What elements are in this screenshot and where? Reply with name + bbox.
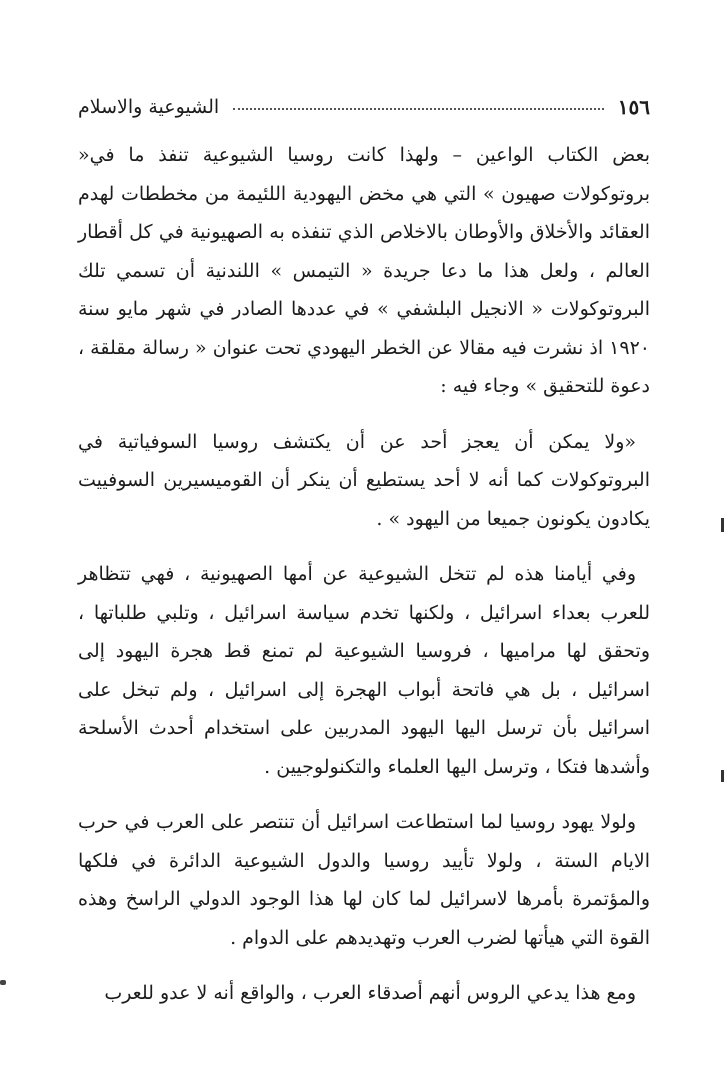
body-text xyxy=(78,136,650,1030)
header-dotted-leader xyxy=(233,108,604,110)
page-header xyxy=(78,92,650,122)
scan-smudge xyxy=(0,980,6,985)
paragraph: ومع هذا يدعي الروس أنهم أصدقاء العرب ، والواقع أنه لا عدو للعرب xyxy=(104,982,636,1004)
paragraph: وفي أيامنا هذه لم تتخل الشيوعية عن أمها الصهيونية ، فهي تتظاهر للعرب بعداء اسرائيل ، ولكنها تخدم سياسة اسرائيل ، وتلبي طلباتها ، وتحقق لها مراميها ، فروسيا الشيوعية لم تمنع قط هجرة اليهود إلى اسرائيل ، بل هي فاتحة أبواب الهجرة إلى اسرائيل ، ولم تبخل على اسرائيل بأن ترسل اليها اليهود المدربين على استخدام أحدث الأسلحة وأشدها فتكا ، وترسل اليها العلماء والتكنولوجيين . xyxy=(78,563,650,778)
running-head: الشيوعية والاسلام xyxy=(78,96,220,118)
page-number: ١٥٦ xyxy=(617,95,650,119)
paragraph: ولولا يهود روسيا لما استطاعت اسرائيل أن تنتصر على العرب في حرب الايام الستة ، ولولا تأييد روسيا والدول الشيوعية الدائرة في فلكها والمؤتمرة بأمرها لاسرائيل لما كان لها هذا الوجود الدولي الراسخ وهذه القوة التي هيأتها لضرب العرب وتهديدهم على الدوام . xyxy=(78,811,650,949)
paragraph: بعض الكتاب الواعين – ولهذا كانت روسيا الشيوعية تنفذ ما في« بروتوكولات صهيون » التي هي مخض اليهودية اللئيمة من مخططات لهدم العقائد والأخلاق والأوطان بالاخلاص الذي تنفذه به الصهيونية في كل أقطار العالم ، ولعل هذا ما دعا جريدة « التيمس » اللندنية أن تسمي تلك البروتوكولات « الانجيل البلشفي » في عددها الصادر في شهر مايو سنة ١٩٢٠ اذ نشرت فيه مقالا عن الخطر اليهودي تحت عنوان « رسالة مقلقة ، دعوة للتحقيق » وجاء فيه : xyxy=(78,144,650,397)
quote-paragraph: «ولا يمكن أن يعجز أحد عن أن يكتشف روسيا السوفياتية في البروتوكولات كما أنه لا أحد يستطيع أن ينكر أن القوميسيرين السوفييت يكادون يكونون جميعا من اليهود » . xyxy=(78,430,650,530)
